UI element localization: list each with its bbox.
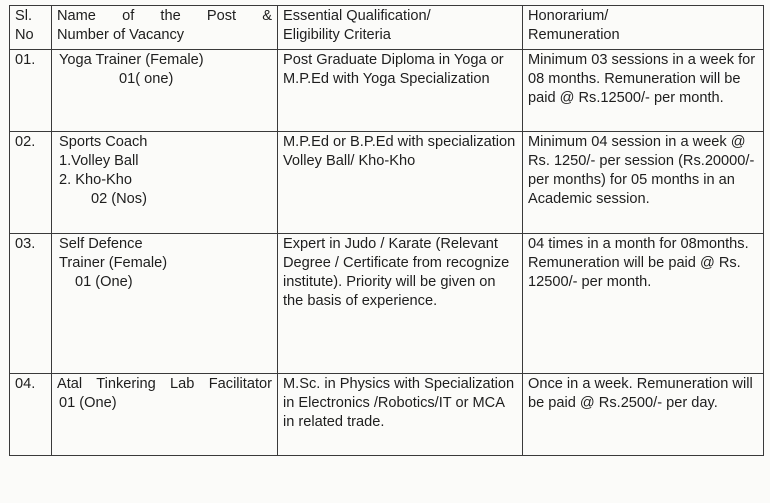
row-post: Yoga Trainer (Female) 01( one) (52, 50, 278, 132)
row-qualification: Expert in Judo / Karate (Relevant Degree / Certificate from recognize institute). Priority will be given on the basis of experience. (278, 234, 523, 374)
row-post: Sports Coach 1.Volley Ball 2. Kho-Kho 02 (Nos) (52, 132, 278, 234)
row-post: Atal Tinkering Lab Facilitator 01 (One) (52, 374, 278, 456)
table-row (10, 234, 764, 374)
header-sl-no: Sl. No (10, 6, 52, 50)
row-remuneration: 04 times in a month for 08months. Remuneration will be paid @ Rs. 12500/- per month. (523, 234, 764, 374)
table-row (10, 50, 764, 132)
table-header-row (10, 6, 764, 50)
row-sl-no: 04. (10, 374, 52, 456)
row-post: Self Defence Trainer (Female) 01 (One) (52, 234, 278, 374)
row-sl-no: 03. (10, 234, 52, 374)
header-remuneration: Honorarium/ Remuneration (523, 6, 764, 50)
row-remuneration: Once in a week. Remuneration will be paid @ Rs.2500/- per day. (523, 374, 764, 456)
row-remuneration: Minimum 03 sessions in a week for 08 months. Remuneration will be paid @ Rs.12500/- per month. (523, 50, 764, 132)
row-sl-no: 02. (10, 132, 52, 234)
row-sl-no: 01. (10, 50, 52, 132)
vacancy-table (9, 5, 764, 456)
table-row (10, 374, 764, 456)
row-qualification: Post Graduate Diploma in Yoga or M.P.Ed with Yoga Specialization (278, 50, 523, 132)
row-remuneration: Minimum 04 session in a week @ Rs. 1250/- per session (Rs.20000/-per months) for 05 months in an Academic session. (523, 132, 764, 234)
row-qualification: M.Sc. in Physics with Specialization in Electronics /Robotics/IT or MCA in related trade. (278, 374, 523, 456)
header-post: Name of the Post & Number of Vacancy (52, 6, 278, 50)
header-qualification: Essential Qualification/ Eligibility Criteria (278, 6, 523, 50)
row-qualification: M.P.Ed or B.P.Ed with specialization Volley Ball/ Kho-Kho (278, 132, 523, 234)
table-row (10, 132, 764, 234)
